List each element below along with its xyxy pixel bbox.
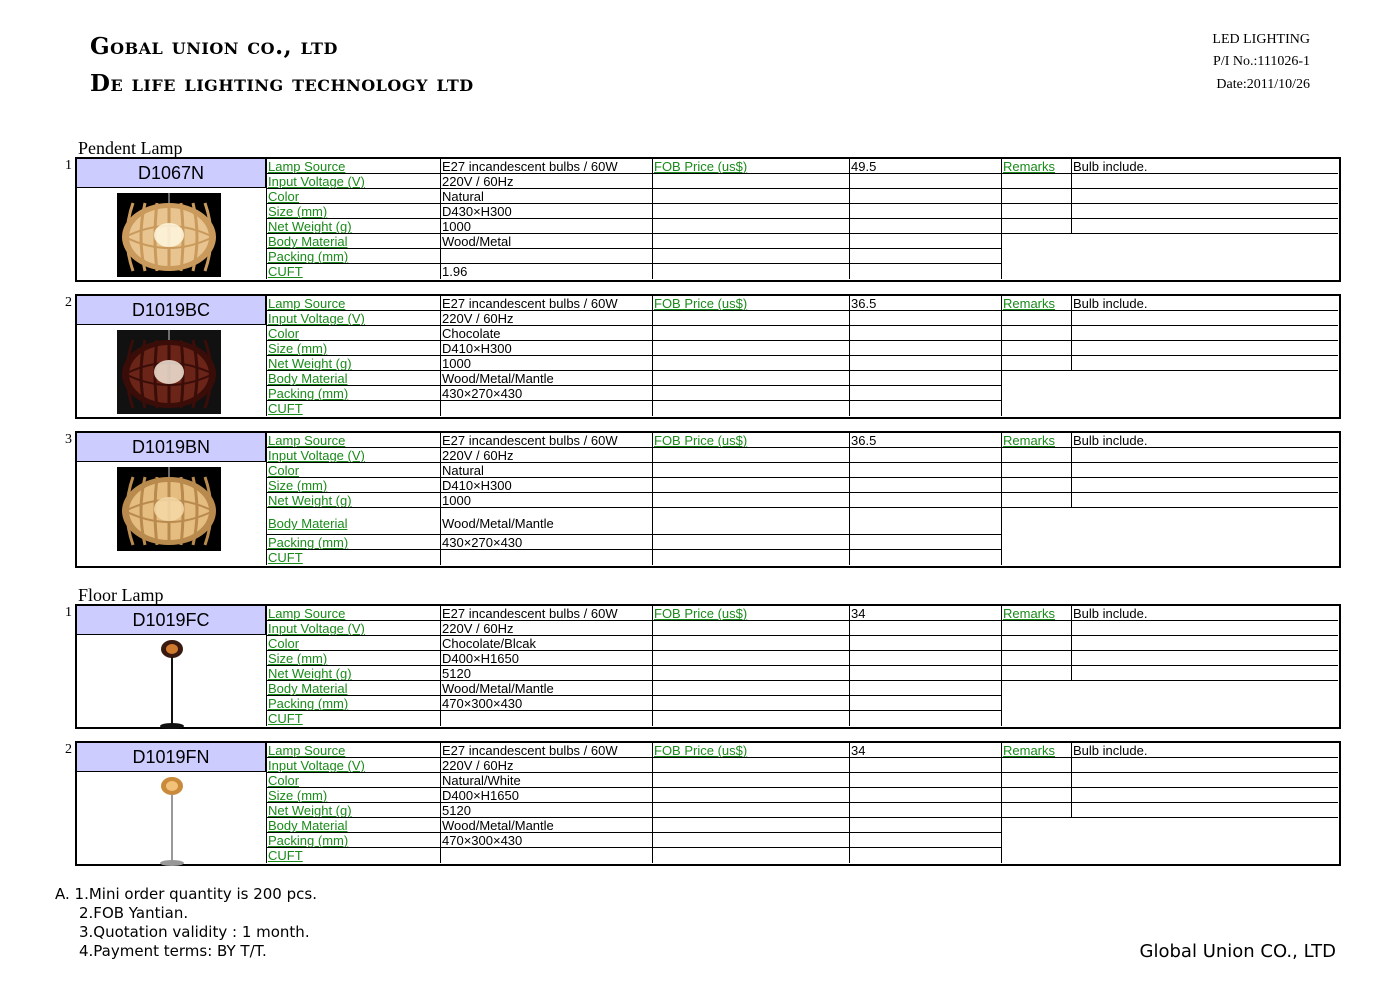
grid-line <box>266 355 1338 356</box>
field-value: E27 incandescent bulbs / 60W <box>442 744 618 757</box>
field-label: CUFT <box>268 402 303 415</box>
pi-number: P/I No.:111026-1 <box>1213 54 1310 69</box>
fob-label: FOB Price (us$) <box>654 607 748 620</box>
grid-line <box>849 296 850 416</box>
field-label: Color <box>268 637 300 650</box>
grid-line <box>266 370 1338 371</box>
grid-line <box>266 787 1338 788</box>
note-1: A. 1.Mini order quantity is 200 pcs. <box>55 885 317 903</box>
grid-line <box>266 477 1338 478</box>
grid-line <box>266 695 1001 696</box>
grid-line <box>266 832 1001 833</box>
grid-line <box>440 433 441 565</box>
grid-line <box>849 743 850 863</box>
field-label: Input Voltage (V) <box>268 175 365 188</box>
grid-line <box>266 159 267 279</box>
grid-line <box>266 433 267 565</box>
field-label: Lamp Source <box>268 744 346 757</box>
field-value: 430×270×430 <box>442 536 523 549</box>
fob-price: 34 <box>851 744 866 757</box>
field-value: 5120 <box>442 804 471 817</box>
field-label: Size (mm) <box>268 789 328 802</box>
product-image <box>152 639 192 735</box>
grid-line <box>440 296 441 416</box>
remarks-label: Remarks <box>1003 744 1056 757</box>
grid-line <box>652 743 653 863</box>
grid-line <box>266 218 1338 219</box>
field-label: Body Material <box>268 682 348 695</box>
remarks-label: Remarks <box>1003 434 1056 447</box>
grid-line <box>266 203 1338 204</box>
field-value: 430×270×430 <box>442 387 523 400</box>
field-label: Color <box>268 190 300 203</box>
note-4: 4.Payment terms: BY T/T. <box>79 942 267 960</box>
grid-line <box>266 635 1338 636</box>
grid-line <box>266 620 1338 621</box>
grid-line <box>266 772 1338 773</box>
fob-label: FOB Price (us$) <box>654 160 748 173</box>
grid-line <box>266 549 1001 550</box>
doc-category: LED LIGHTING <box>1212 32 1310 47</box>
field-value: Natural <box>442 464 484 477</box>
model-number: D1019BC <box>77 296 266 325</box>
grid-line <box>266 263 1001 264</box>
product-image <box>117 330 221 418</box>
field-value: 220V / 60Hz <box>442 175 514 188</box>
grid-line <box>440 743 441 863</box>
grid-line <box>266 650 1338 651</box>
grid-line <box>266 173 1338 174</box>
field-label: Size (mm) <box>268 205 328 218</box>
field-label: Net Weight (g) <box>268 494 352 507</box>
product-number: 2 <box>65 742 72 757</box>
field-value: E27 incandescent bulbs / 60W <box>442 297 618 310</box>
field-label: Body Material <box>268 517 348 530</box>
remarks-value: Bulb include. <box>1073 160 1148 173</box>
remarks-value: Bulb include. <box>1073 607 1148 620</box>
field-value: Natural/White <box>442 774 521 787</box>
field-label: Net Weight (g) <box>268 667 352 680</box>
remarks-value: Bulb include. <box>1073 744 1148 757</box>
remarks-label: Remarks <box>1003 297 1056 310</box>
field-label: Color <box>268 464 300 477</box>
grid-line <box>266 757 1338 758</box>
grid-line <box>266 710 1001 711</box>
note-3: 3.Quotation validity : 1 month. <box>79 923 310 941</box>
grid-line <box>849 159 850 279</box>
grid-line <box>266 462 1338 463</box>
field-label: Body Material <box>268 819 348 832</box>
field-label: Color <box>268 327 300 340</box>
grid-line <box>266 447 1338 448</box>
grid-line <box>1071 433 1072 508</box>
product-card <box>75 604 1341 729</box>
grid-line <box>1001 433 1002 565</box>
grid-line <box>440 159 441 279</box>
field-label: Input Voltage (V) <box>268 312 365 325</box>
grid-line <box>266 248 1001 249</box>
note-2: 2.FOB Yantian. <box>79 904 189 922</box>
field-value: 470×300×430 <box>442 697 523 710</box>
model-number: D1067N <box>77 159 266 188</box>
grid-line <box>266 680 1338 681</box>
grid-line <box>1001 296 1002 416</box>
grid-line <box>1071 606 1072 681</box>
doc-date: Date:2011/10/26 <box>1216 77 1310 92</box>
field-label: CUFT <box>268 265 303 278</box>
field-value: 5120 <box>442 667 471 680</box>
field-value: Chocolate <box>442 327 501 340</box>
product-image <box>117 193 221 281</box>
grid-line <box>266 802 1338 803</box>
company-name-1: Gobal union co., ltd <box>90 33 338 60</box>
grid-line <box>1071 296 1072 371</box>
field-label: Body Material <box>268 372 348 385</box>
grid-line <box>1071 743 1072 818</box>
grid-line <box>266 310 1338 311</box>
field-label: CUFT <box>268 551 303 564</box>
field-label: Net Weight (g) <box>268 220 352 233</box>
field-value: 1000 <box>442 357 471 370</box>
field-value: E27 incandescent bulbs / 60W <box>442 160 618 173</box>
remarks-label: Remarks <box>1003 607 1056 620</box>
remarks-value: Bulb include. <box>1073 297 1148 310</box>
product-card <box>75 157 1341 282</box>
grid-line <box>652 606 653 726</box>
field-value: 220V / 60Hz <box>442 312 514 325</box>
remarks-label: Remarks <box>1003 160 1056 173</box>
grid-line <box>266 233 1338 234</box>
field-value: Chocolate/Blcak <box>442 637 536 650</box>
field-label: Lamp Source <box>268 434 346 447</box>
fob-price: 49.5 <box>851 160 877 173</box>
grid-line <box>1001 159 1002 279</box>
grid-line <box>266 400 1001 401</box>
grid-line <box>1001 743 1002 863</box>
product-card <box>75 741 1341 866</box>
grid-line <box>266 340 1338 341</box>
field-label: CUFT <box>268 849 303 862</box>
field-value: 1000 <box>442 220 471 233</box>
field-value: Wood/Metal/Mantle <box>442 517 554 530</box>
model-number: D1019BN <box>77 433 266 462</box>
field-label: Packing (mm) <box>268 697 349 710</box>
fob-price: 36.5 <box>851 434 877 447</box>
field-label: Color <box>268 774 300 787</box>
grid-line <box>266 665 1338 666</box>
grid-line <box>266 325 1338 326</box>
field-label: Input Voltage (V) <box>268 622 365 635</box>
field-label: Packing (mm) <box>268 250 349 263</box>
section-title: Pendent Lamp <box>78 138 183 158</box>
grid-line <box>266 507 1338 508</box>
field-value: D430×H300 <box>442 205 512 218</box>
field-value: Wood/Metal/Mantle <box>442 682 554 695</box>
fob-label: FOB Price (us$) <box>654 297 748 310</box>
model-number: D1019FN <box>77 743 266 772</box>
field-label: CUFT <box>268 712 303 725</box>
product-image <box>117 467 221 555</box>
field-value: 220V / 60Hz <box>442 759 514 772</box>
grid-line <box>266 534 1001 535</box>
field-value: D410×H300 <box>442 342 512 355</box>
fob-price: 34 <box>851 607 866 620</box>
field-label: Input Voltage (V) <box>268 759 365 772</box>
remarks-value: Bulb include. <box>1073 434 1148 447</box>
grid-line <box>266 606 267 726</box>
fob-label: FOB Price (us$) <box>654 744 748 757</box>
model-number: D1019FC <box>77 606 266 635</box>
grid-line <box>652 159 653 279</box>
field-label: Input Voltage (V) <box>268 449 365 462</box>
field-label: Packing (mm) <box>268 536 349 549</box>
grid-line <box>1001 606 1002 726</box>
field-value: Natural <box>442 190 484 203</box>
grid-line <box>266 847 1001 848</box>
field-value: Wood/Metal/Mantle <box>442 819 554 832</box>
field-value: 1.96 <box>442 265 468 278</box>
grid-line <box>849 433 850 565</box>
product-image <box>152 776 192 872</box>
field-label: Net Weight (g) <box>268 804 352 817</box>
grid-line <box>266 492 1338 493</box>
product-number: 1 <box>65 158 72 173</box>
product-number: 2 <box>65 295 72 310</box>
field-value: D410×H300 <box>442 479 512 492</box>
grid-line <box>266 817 1338 818</box>
field-value: D400×H1650 <box>442 789 519 802</box>
terms-notes <box>55 885 317 961</box>
grid-line <box>266 385 1001 386</box>
product-number: 3 <box>65 432 72 447</box>
fob-label: FOB Price (us$) <box>654 434 748 447</box>
grid-line <box>849 606 850 726</box>
grid-line <box>1071 159 1072 234</box>
field-value: 470×300×430 <box>442 834 523 847</box>
field-label: Net Weight (g) <box>268 357 352 370</box>
field-label: Packing (mm) <box>268 834 349 847</box>
field-value: D400×H1650 <box>442 652 519 665</box>
field-label: Lamp Source <box>268 607 346 620</box>
field-value: 220V / 60Hz <box>442 449 514 462</box>
footer-company: Global Union CO., LTD <box>1139 941 1336 962</box>
field-label: Size (mm) <box>268 479 328 492</box>
field-label: Packing (mm) <box>268 387 349 400</box>
field-value: Wood/Metal/Mantle <box>442 372 554 385</box>
grid-line <box>266 296 267 416</box>
field-label: Size (mm) <box>268 652 328 665</box>
field-label: Body Material <box>268 235 348 248</box>
product-card <box>75 294 1341 419</box>
grid-line <box>266 743 267 863</box>
grid-line <box>652 296 653 416</box>
field-label: Lamp Source <box>268 160 346 173</box>
field-value: 220V / 60Hz <box>442 622 514 635</box>
product-card <box>75 431 1341 568</box>
field-value: 1000 <box>442 494 471 507</box>
field-label: Size (mm) <box>268 342 328 355</box>
field-value: E27 incandescent bulbs / 60W <box>442 434 618 447</box>
section-title: Floor Lamp <box>78 585 164 605</box>
product-number: 1 <box>65 605 72 620</box>
field-label: Lamp Source <box>268 297 346 310</box>
fob-price: 36.5 <box>851 297 877 310</box>
company-name-2: De life lighting technology ltd <box>90 70 474 97</box>
field-value: E27 incandescent bulbs / 60W <box>442 607 618 620</box>
grid-line <box>440 606 441 726</box>
grid-line <box>266 188 1338 189</box>
grid-line <box>652 433 653 565</box>
field-value: Wood/Metal <box>442 235 512 248</box>
